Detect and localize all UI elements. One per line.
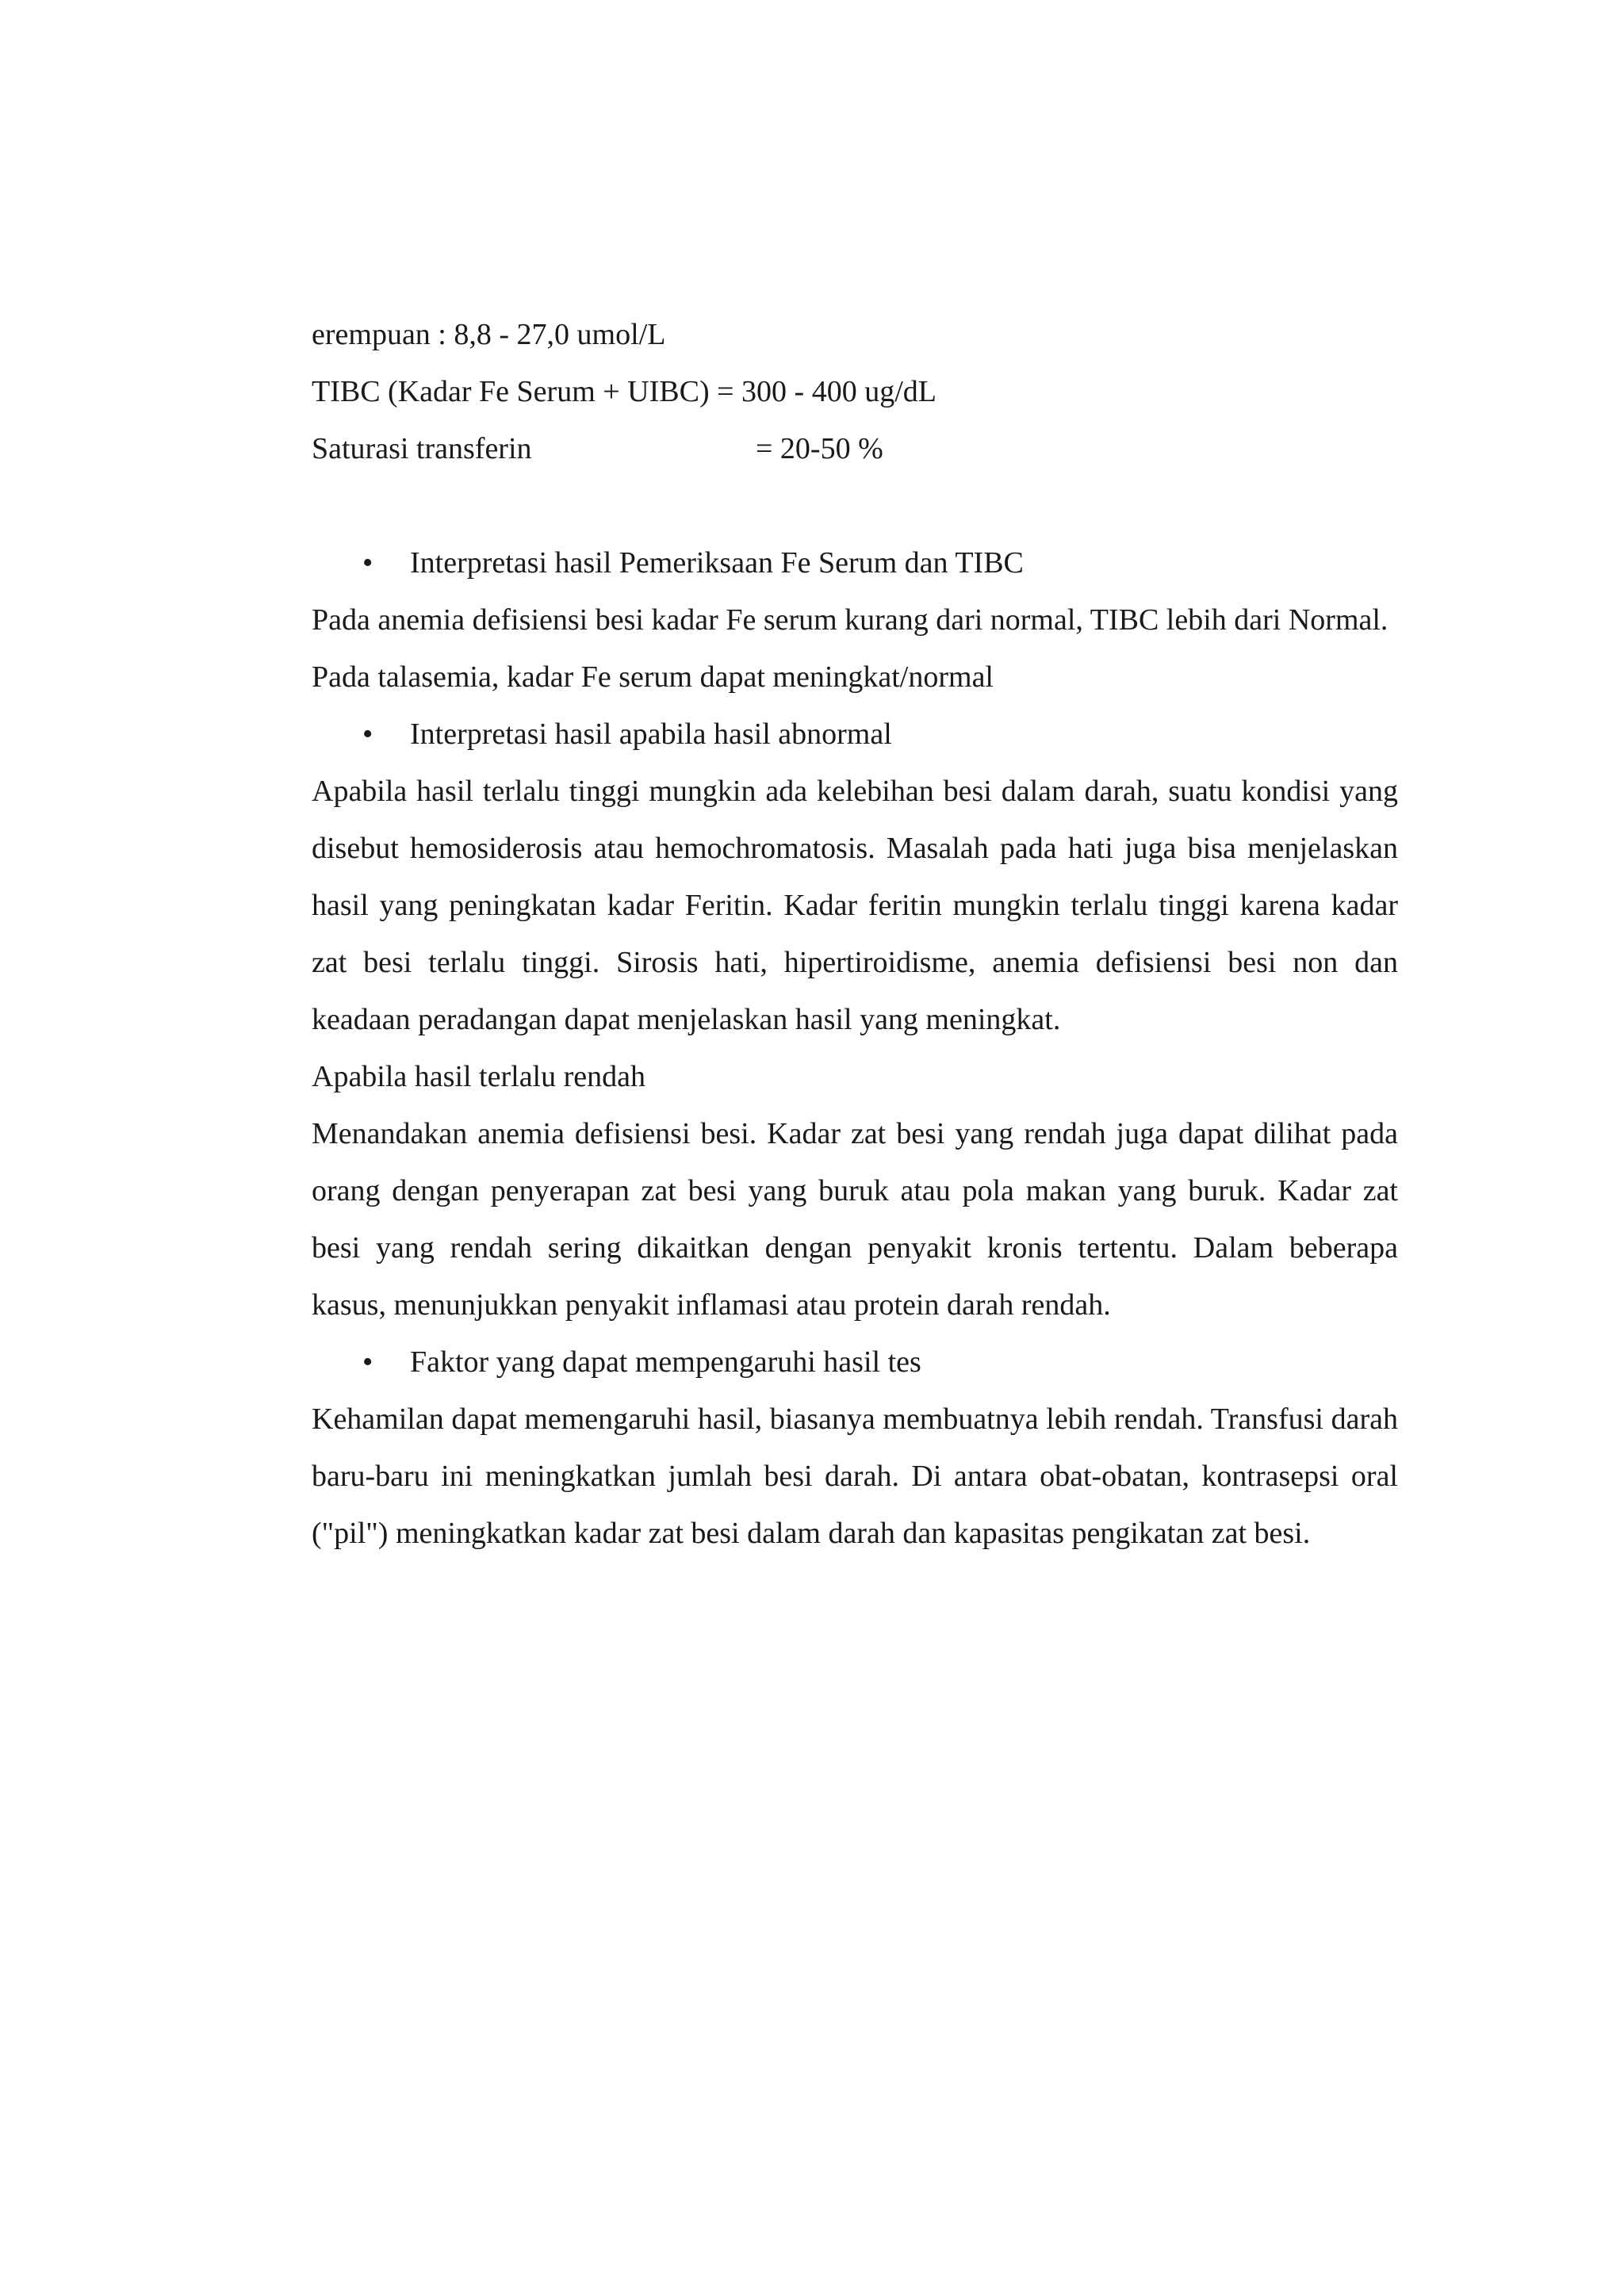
bullet-text: Interpretasi hasil apabila hasil abnormal [410, 718, 892, 751]
paragraph-low-result: Menandakan anemia defisiensi besi. Kadar zat besi yang rendah juga dapat dilihat pada orang dengan penyerapan zat besi yang buruk atau pola makan yang buruk. Kadar zat besi yang rendah sering dikaitkan dengan penyakit kronis tertentu. Dalam beberapa kasus, menunjukkan penyakit inflamasi atau protein darah rendah. [312, 1117, 1398, 1322]
saturation-label: Saturasi transferin [312, 432, 532, 465]
paragraph-talasemia: Pada talasemia, kadar Fe serum dapat meningkat/normal [312, 660, 994, 694]
paragraph-low-result-heading: Apabila hasil terlalu rendah [312, 1060, 646, 1093]
reference-saturation-row [312, 420, 1398, 477]
blank-line [312, 477, 1398, 534]
bullet-interpretation-fe-tibc [312, 534, 1398, 591]
bullet-text: Faktor yang dapat mempengaruhi hasil tes [410, 1345, 921, 1379]
paragraph-anemia-defisiensi: Pada anemia defisiensi besi kadar Fe serum kurang dari normal, TIBC lebih dari Normal. [312, 603, 1388, 637]
bullet-dot-icon: • [362, 1345, 373, 1379]
saturation-value: = 20-50 % [756, 432, 883, 465]
paragraph-high-result: Apabila hasil terlalu tinggi mungkin ada kelebihan besi dalam darah, suatu kondisi yang disebut hemosiderosis atau hemochromatosis. Masalah pada hati juga bisa menjelaskan hasil yang peningkatan kadar Feritin. Kadar feritin mungkin terlalu tinggi karena kadar zat besi terlalu tinggi. Sirosis hati, hipertiroidisme, anemia defisiensi besi non dan keadaan peradangan dapat menjelaskan hasil yang meningkat. [312, 775, 1398, 1036]
bullet-text: Interpretasi hasil Pemeriksaan Fe Serum dan TIBC [410, 546, 1024, 580]
paragraph-factors: Kehamilan dapat memengaruhi hasil, biasanya membuatnya lebih rendah. Transfusi darah baru-baru ini meningkatkan jumlah besi darah. Di antara obat-obatan, kontrasepsi oral ("pil") meningkatkan kadar zat besi dalam darah dan kapasitas pengikatan zat besi. [312, 1402, 1398, 1550]
reference-female-range: erempuan : 8,8 - 27,0 umol/L [312, 318, 666, 351]
bullet-influencing-factors [312, 1334, 1398, 1391]
bullet-dot-icon: • [362, 718, 373, 751]
bullet-interpretation-abnormal [312, 706, 1398, 763]
document-page [312, 306, 1398, 1562]
reference-tibc-range: TIBC (Kadar Fe Serum + UIBC) = 300 - 400 ug/dL [312, 375, 936, 408]
bullet-dot-icon: • [362, 546, 373, 580]
